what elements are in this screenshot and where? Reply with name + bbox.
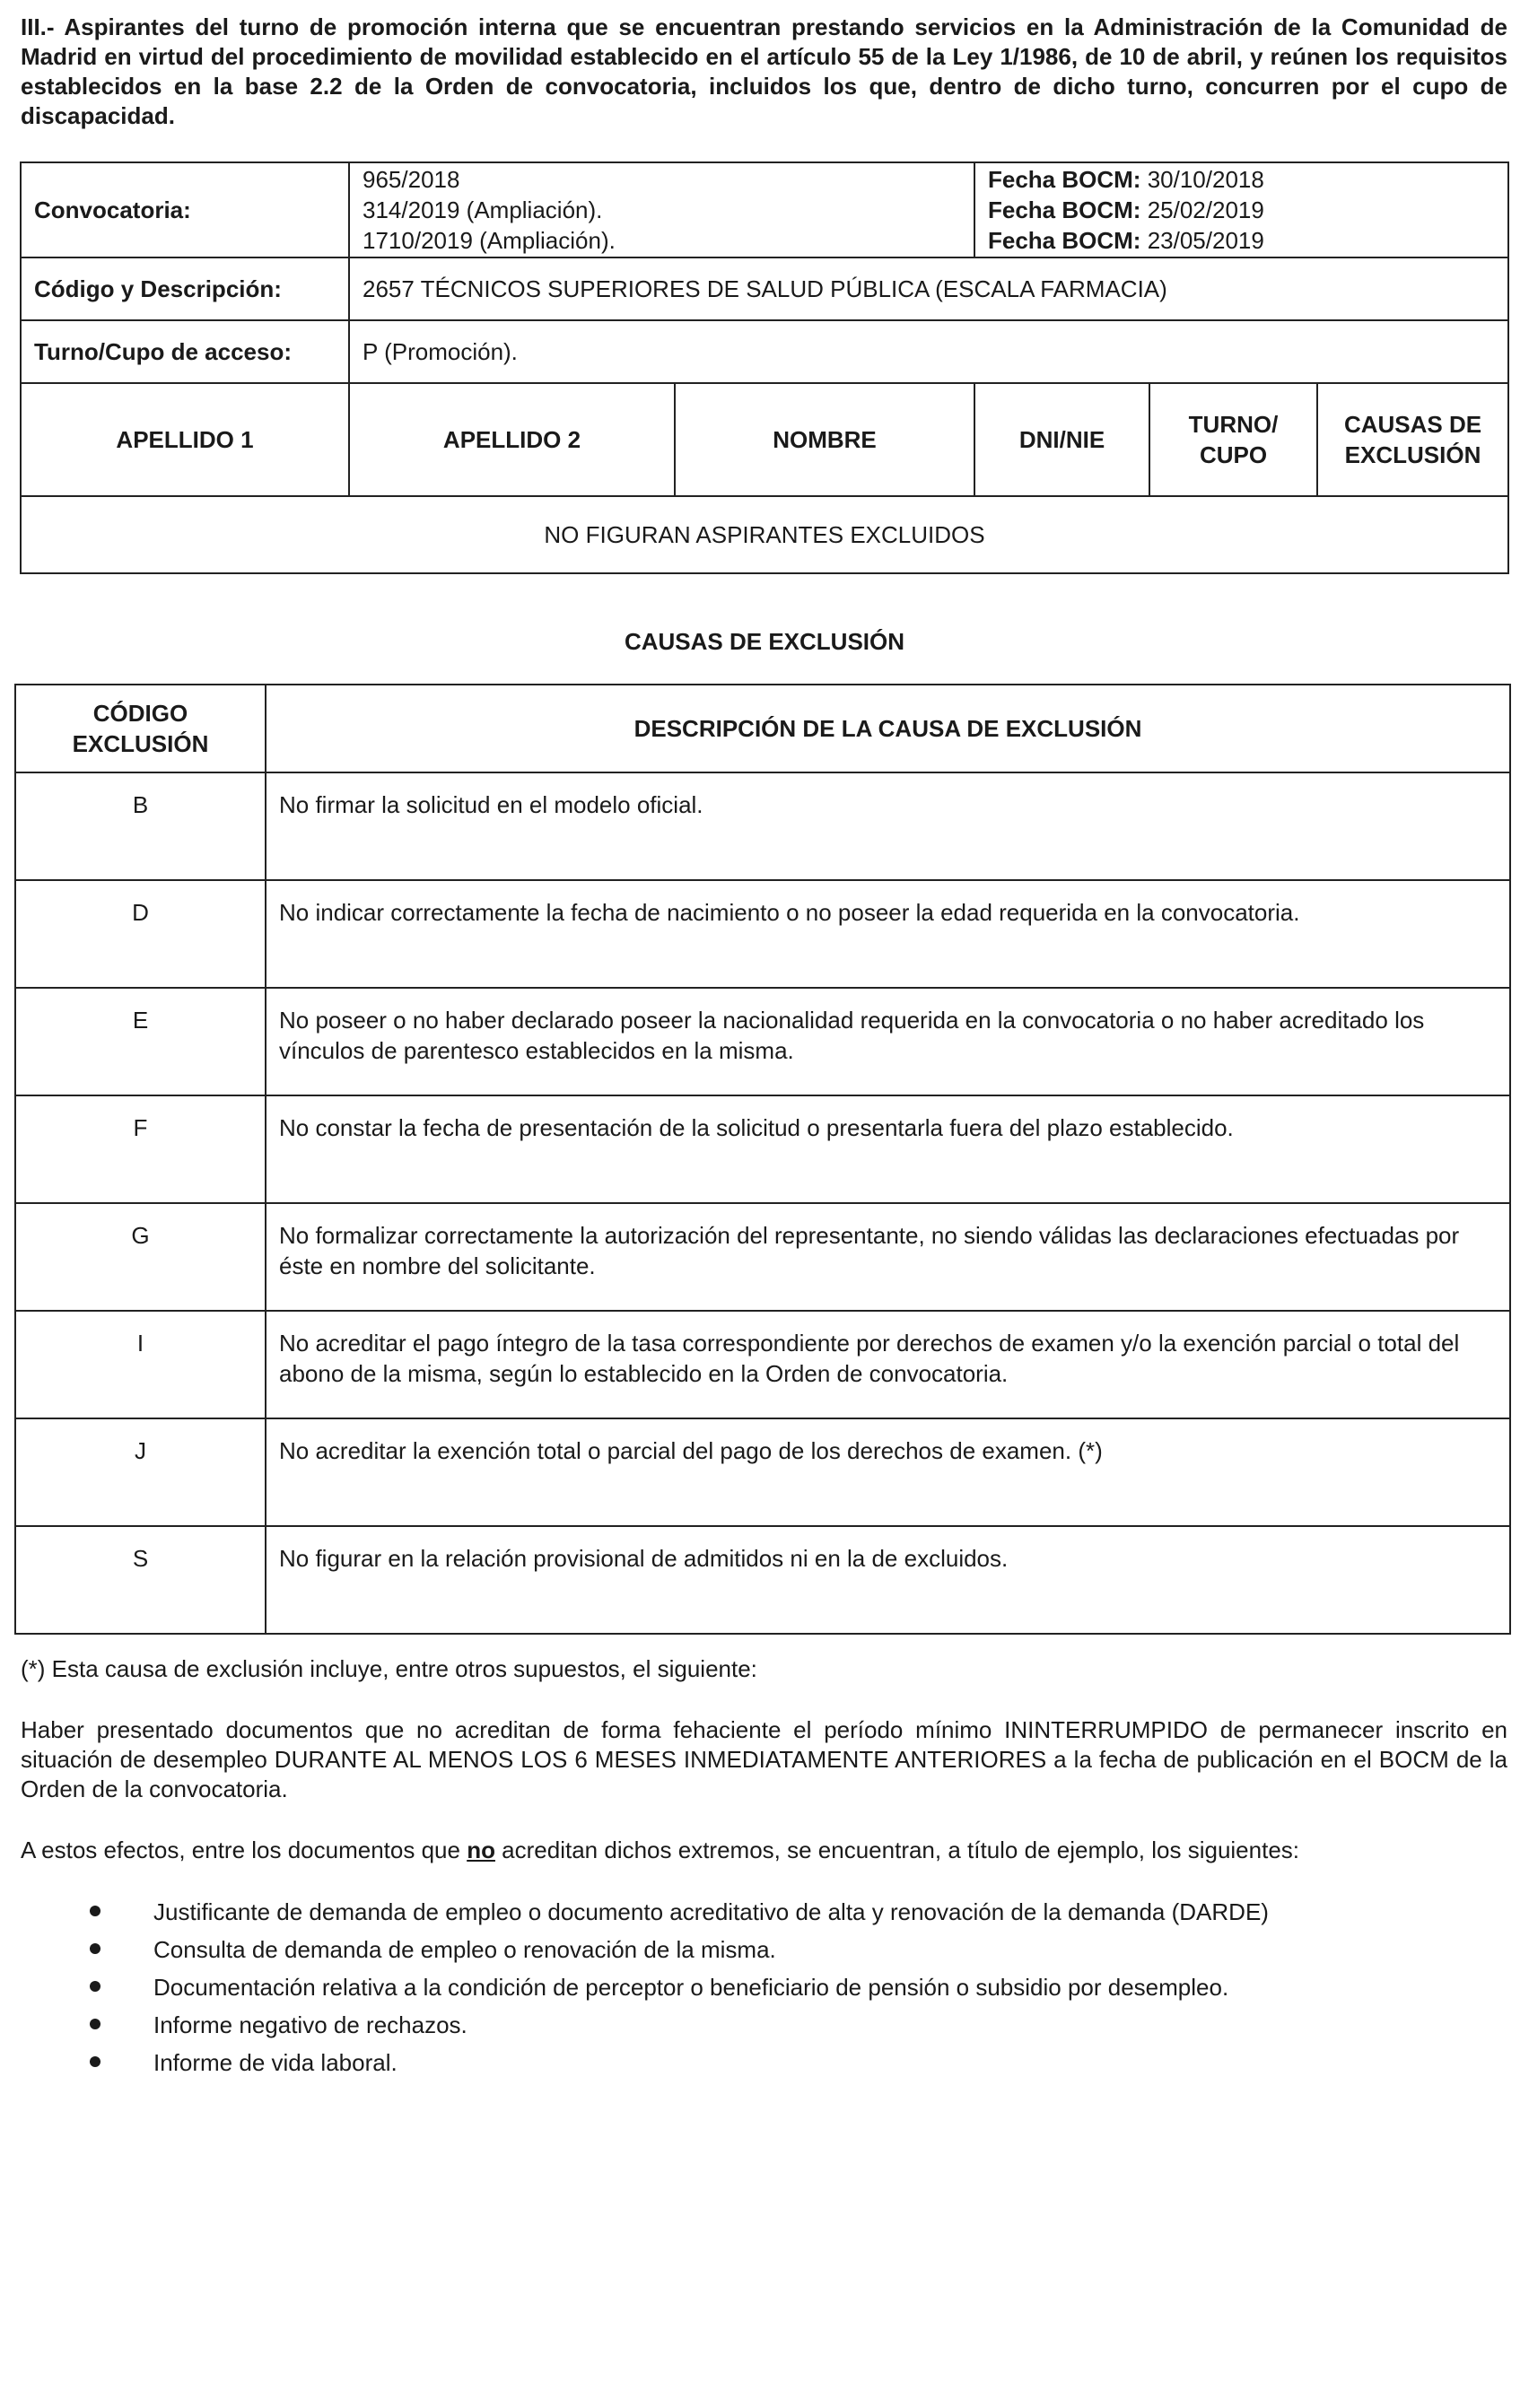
cause-description: No poseer o no haber declarado poseer la nacionalidad requerida en la convocatoria o no haber acreditado los vínculos de parentesco establecidos en la misma. bbox=[266, 988, 1510, 1095]
table-row bbox=[15, 1095, 1510, 1203]
bullet-icon bbox=[90, 1906, 100, 1916]
col-turno: TURNO/ CUPO bbox=[1149, 383, 1317, 496]
convocatoria-number: 965/2018 bbox=[363, 166, 460, 193]
footnote: (*) Esta causa de exclusión incluye, entre otros supuestos, el siguiente: bbox=[21, 1655, 757, 1682]
list-item: Consulta de demanda de empleo o renovación de la misma. bbox=[0, 1931, 1529, 1968]
fecha-bocm-value: 30/10/2018 bbox=[1147, 166, 1264, 193]
convocatoria-number: 1710/2019 (Ampliación). bbox=[363, 227, 616, 254]
cause-code: D bbox=[15, 880, 266, 988]
fecha-bocm-value: 23/05/2019 bbox=[1147, 227, 1264, 254]
turno-row bbox=[21, 320, 1508, 383]
bullet-icon bbox=[90, 1943, 100, 1954]
convocatoria-row bbox=[21, 162, 1508, 257]
emphasis-no: no bbox=[467, 1837, 495, 1863]
causes-table bbox=[14, 684, 1511, 1635]
list-item: Informe de vida laboral. bbox=[0, 2044, 1529, 2081]
cause-description: No firmar la solicitud en el modelo oficial. bbox=[266, 772, 1510, 880]
table-row bbox=[15, 1526, 1510, 1634]
cause-description: No acreditar el pago íntegro de la tasa correspondiente por derechos de examen y/o la exención parcial o total del abono de la misma, según lo establecido en la Orden de convocatoria. bbox=[266, 1311, 1510, 1418]
bullet-icon bbox=[90, 1981, 100, 1992]
list-item: Informe negativo de rechazos. bbox=[0, 2006, 1529, 2044]
turno-value: P (Promoción). bbox=[349, 320, 1508, 383]
table-row bbox=[15, 772, 1510, 880]
causes-header-row bbox=[15, 685, 1510, 772]
convocatoria-numbers bbox=[349, 162, 974, 257]
list-item: Documentación relativa a la condición de perceptor o beneficiario de pensión o subsidio por desempleo. bbox=[0, 1968, 1529, 2006]
col-apellido1: APELLIDO 1 bbox=[21, 383, 349, 496]
codigo-value: 2657 TÉCNICOS SUPERIORES DE SALUD PÚBLICA (ESCALA FARMACIA) bbox=[349, 257, 1508, 320]
cause-code: F bbox=[15, 1095, 266, 1203]
fecha-bocm-label: Fecha BOCM: bbox=[988, 196, 1141, 223]
table-row bbox=[15, 988, 1510, 1095]
col-apellido2: APELLIDO 2 bbox=[349, 383, 675, 496]
turno-label: Turno/Cupo de acceso: bbox=[21, 320, 349, 383]
cause-code: B bbox=[15, 772, 266, 880]
efectos-paragraph: A estos efectos, entre los documentos que no acreditan dichos extremos, se encuentran, a título de ejemplo, los siguientes: bbox=[21, 1837, 1300, 1863]
no-excluidos-row bbox=[21, 496, 1508, 573]
table-row bbox=[15, 1311, 1510, 1418]
cause-description: No constar la fecha de presentación de la solicitud o presentarla fuera del plazo establecido. bbox=[266, 1095, 1510, 1203]
cause-description: No indicar correctamente la fecha de nacimiento o no poseer la edad requerida en la convocatoria. bbox=[266, 880, 1510, 988]
intro-paragraph: III.- Aspirantes del turno de promoción interna que se encuentran prestando servicios en la Administración de la Comunidad de Madrid en virtud del procedimiento de movilidad establecido en el artículo 55 de la Ley 1/1986, de 10 de abril, y reúnen los requisitos establecidos en la base 2.2 de la Orden de convocatoria, incluidos los que, dentro de dicho turno, concurren por el cupo de discapacidad. bbox=[21, 13, 1507, 129]
fecha-bocm-label: Fecha BOCM: bbox=[988, 166, 1141, 193]
table-row bbox=[15, 1418, 1510, 1526]
no-excluidos-text: NO FIGURAN ASPIRANTES EXCLUIDOS bbox=[21, 496, 1508, 573]
codigo-label: Código y Descripción: bbox=[21, 257, 349, 320]
cause-code: I bbox=[15, 1311, 266, 1418]
fecha-bocm-label: Fecha BOCM: bbox=[988, 227, 1141, 254]
fecha-bocm-value: 25/02/2019 bbox=[1147, 196, 1264, 223]
documents-list bbox=[0, 1893, 1529, 2081]
cause-code: S bbox=[15, 1526, 266, 1634]
cause-description: No acreditar la exención total o parcial del pago de los derechos de examen. (*) bbox=[266, 1418, 1510, 1526]
col-nombre: NOMBRE bbox=[675, 383, 974, 496]
convocatoria-number: 314/2019 (Ampliación). bbox=[363, 196, 603, 223]
cause-code: J bbox=[15, 1418, 266, 1526]
cause-code: G bbox=[15, 1203, 266, 1311]
cause-description: No figurar en la relación provisional de admitidos ni en la de excluidos. bbox=[266, 1526, 1510, 1634]
convocatoria-table bbox=[20, 161, 1509, 574]
bullet-icon bbox=[90, 2019, 100, 2029]
convocatoria-label: Convocatoria: bbox=[21, 162, 349, 257]
bullet-icon bbox=[90, 2056, 100, 2067]
list-item: Justificante de demanda de empleo o documento acreditativo de alta y renovación de la demanda (DARDE) bbox=[0, 1893, 1529, 1931]
col-causas: CAUSAS DE EXCLUSIÓN bbox=[1317, 383, 1508, 496]
causes-header-code: CÓDIGO EXCLUSIÓN bbox=[15, 685, 266, 772]
causes-title: CAUSAS DE EXCLUSIÓN bbox=[624, 628, 905, 655]
col-dni: DNI/NIE bbox=[974, 383, 1149, 496]
cause-description: No formalizar correctamente la autorización del representante, no siendo válidas las declaraciones efectuadas por éste en nombre del solicitante. bbox=[266, 1203, 1510, 1311]
table-row bbox=[15, 1203, 1510, 1311]
table-row bbox=[15, 880, 1510, 988]
causes-header-desc: DESCRIPCIÓN DE LA CAUSA DE EXCLUSIÓN bbox=[266, 685, 1510, 772]
desempleo-paragraph: Haber presentado documentos que no acreditan de forma fehaciente el período mínimo ININTERRUMPIDO de permanecer inscrito en situación de desempleo DURANTE AL MENOS LOS 6 MESES INMEDIATAMENTE ANTERIORES a la fecha de publicación en el BOCM de la Orden de la convocatoria. bbox=[21, 1716, 1507, 1802]
convocatoria-dates bbox=[974, 162, 1508, 257]
columns-header-row bbox=[21, 383, 1508, 496]
cause-code: E bbox=[15, 988, 266, 1095]
codigo-row bbox=[21, 257, 1508, 320]
